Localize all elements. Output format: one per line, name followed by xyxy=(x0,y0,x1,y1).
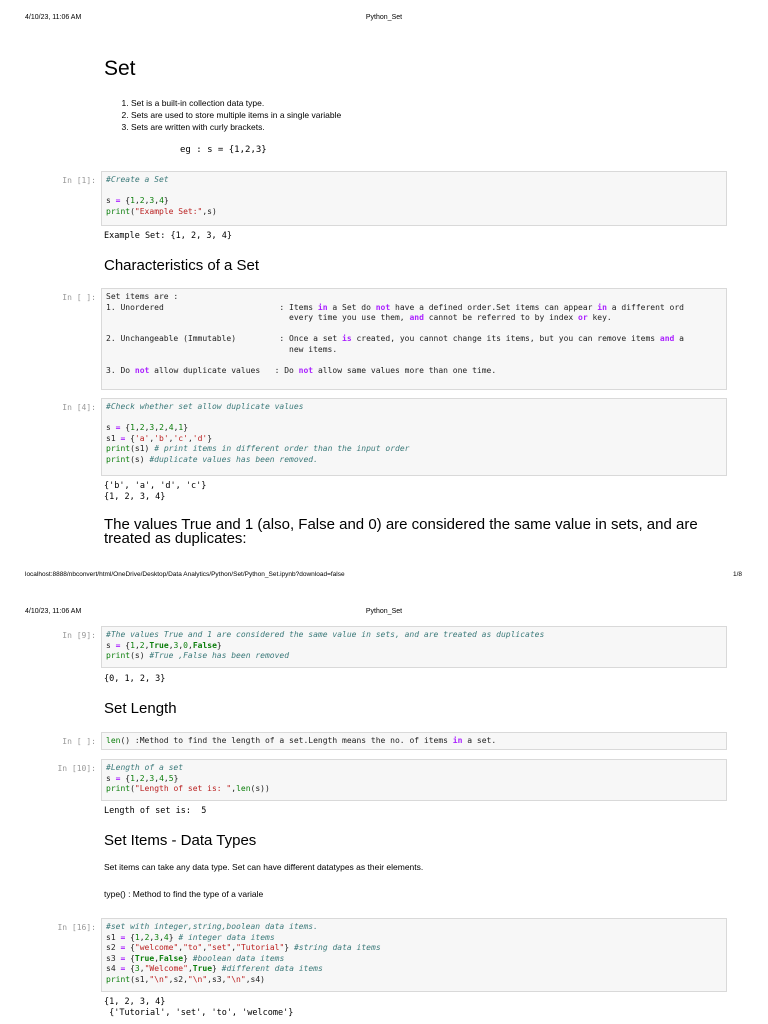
print-title: Python_Set xyxy=(365,608,403,615)
cell-output: Example Set: {1, 2, 3, 4} xyxy=(104,231,232,241)
cell-prompt: In [4]: xyxy=(62,403,96,412)
heading-set-items: Set Items - Data Types xyxy=(104,832,257,849)
raw-cell-characteristics[interactable]: Set items are : 1. Unordered : Items in a Set do not have a defined order.Set items can appear in a different ord every time you use them, and cannot be referred to by index or key. 2. Unchangeable (Immutable) : Once a set is created, you cannot change its items, but you can remove items and a new items. 3. Do not allow duplicate values : Do not allow same values more than one time. xyxy=(101,288,727,390)
cell-prompt: In [16]: xyxy=(57,923,96,932)
code-cell-duplicates[interactable]: #Check whether set allow duplicate values s = {1,2,3,2,4,1} s1 = {'a','b','c','d'} print(s1) # print items in different order than the input order print(s) #duplicate values has been removed. xyxy=(101,398,727,476)
code-cell-length[interactable]: #Length of a set s = {1,2,3,4,5} print("Length of set is: ",len(s)) xyxy=(101,759,727,801)
type-paragraph: type() : Method to find the type of a variale xyxy=(104,889,264,899)
cell-output: {1, 2, 3, 4} xyxy=(104,997,166,1007)
print-date: 4/10/23, 11:06 AM xyxy=(25,14,82,21)
cell-prompt: In [ ]: xyxy=(62,737,96,746)
code-cell-create-set[interactable]: #Create a Set s = {1,2,3,4} print("Example Set:",s) xyxy=(101,171,727,226)
cell-output: {1, 2, 3, 4} xyxy=(104,492,166,502)
print-date: 4/10/23, 11:06 AM xyxy=(25,608,82,615)
print-title: Python_Set xyxy=(365,14,403,21)
cell-prompt: In [10]: xyxy=(57,764,96,773)
heading-true-false: The values True and 1 (also, False and 0) are considered the same value in sets, and are treated as duplicates: xyxy=(104,516,698,547)
heading-characteristics: Characteristics of a Set xyxy=(104,257,260,274)
list-item: 1. Set is a built-in collection data type. xyxy=(131,97,341,109)
cell-output: Length of set is: 5 xyxy=(104,806,207,816)
intro-list xyxy=(113,97,341,133)
heading-set: Set xyxy=(104,57,136,80)
footer-page-number: 1/8 xyxy=(733,571,743,578)
heading-set-length: Set Length xyxy=(104,700,177,717)
intro-example: eg : s = {1,2,3} xyxy=(180,145,267,155)
code-cell-true-false[interactable]: #The values True and 1 are considered the same value in sets, and are treated as duplicates s = {1,2,True,3,0,False} print(s) #True ,False has been removed xyxy=(101,626,727,668)
cell-output: {'b', 'a', 'd', 'c'} xyxy=(104,481,207,491)
cell-output: {0, 1, 2, 3} xyxy=(104,674,166,684)
cell-prompt: In [1]: xyxy=(62,176,96,185)
set-items-paragraph: Set items can take any data type. Set can have different datatypes as their elements. xyxy=(104,862,424,872)
cell-prompt: In [ ]: xyxy=(62,293,96,302)
cell-prompt: In [9]: xyxy=(62,631,96,640)
raw-cell-len[interactable]: len() :Method to find the length of a set.Length means the no. of items in a set. xyxy=(101,732,727,750)
footer-url: localhost:8888/nbconvert/html/OneDrive/Desktop/Data Analytics/Python/Set/Python_Set.ipynb?download=false xyxy=(25,571,345,578)
code-cell-data-types[interactable]: #set with integer,string,boolean data items. s1 = {1,2,3,4} # integer data items s2 = {"welcome","to","set","Tutorial"} #string data items s3 = {True,False} #boolean data items s4 = {3,"Welcome",True} #different data items print(s1,"\n",s2,"\n",s3,"\n",s4) xyxy=(101,918,727,992)
list-item: 2. Sets are used to store multiple items in a single variable xyxy=(131,109,341,121)
list-item: 3. Sets are written with curly brackets. xyxy=(131,121,341,133)
cell-output: {'Tutorial', 'set', 'to', 'welcome'} xyxy=(104,1008,294,1018)
